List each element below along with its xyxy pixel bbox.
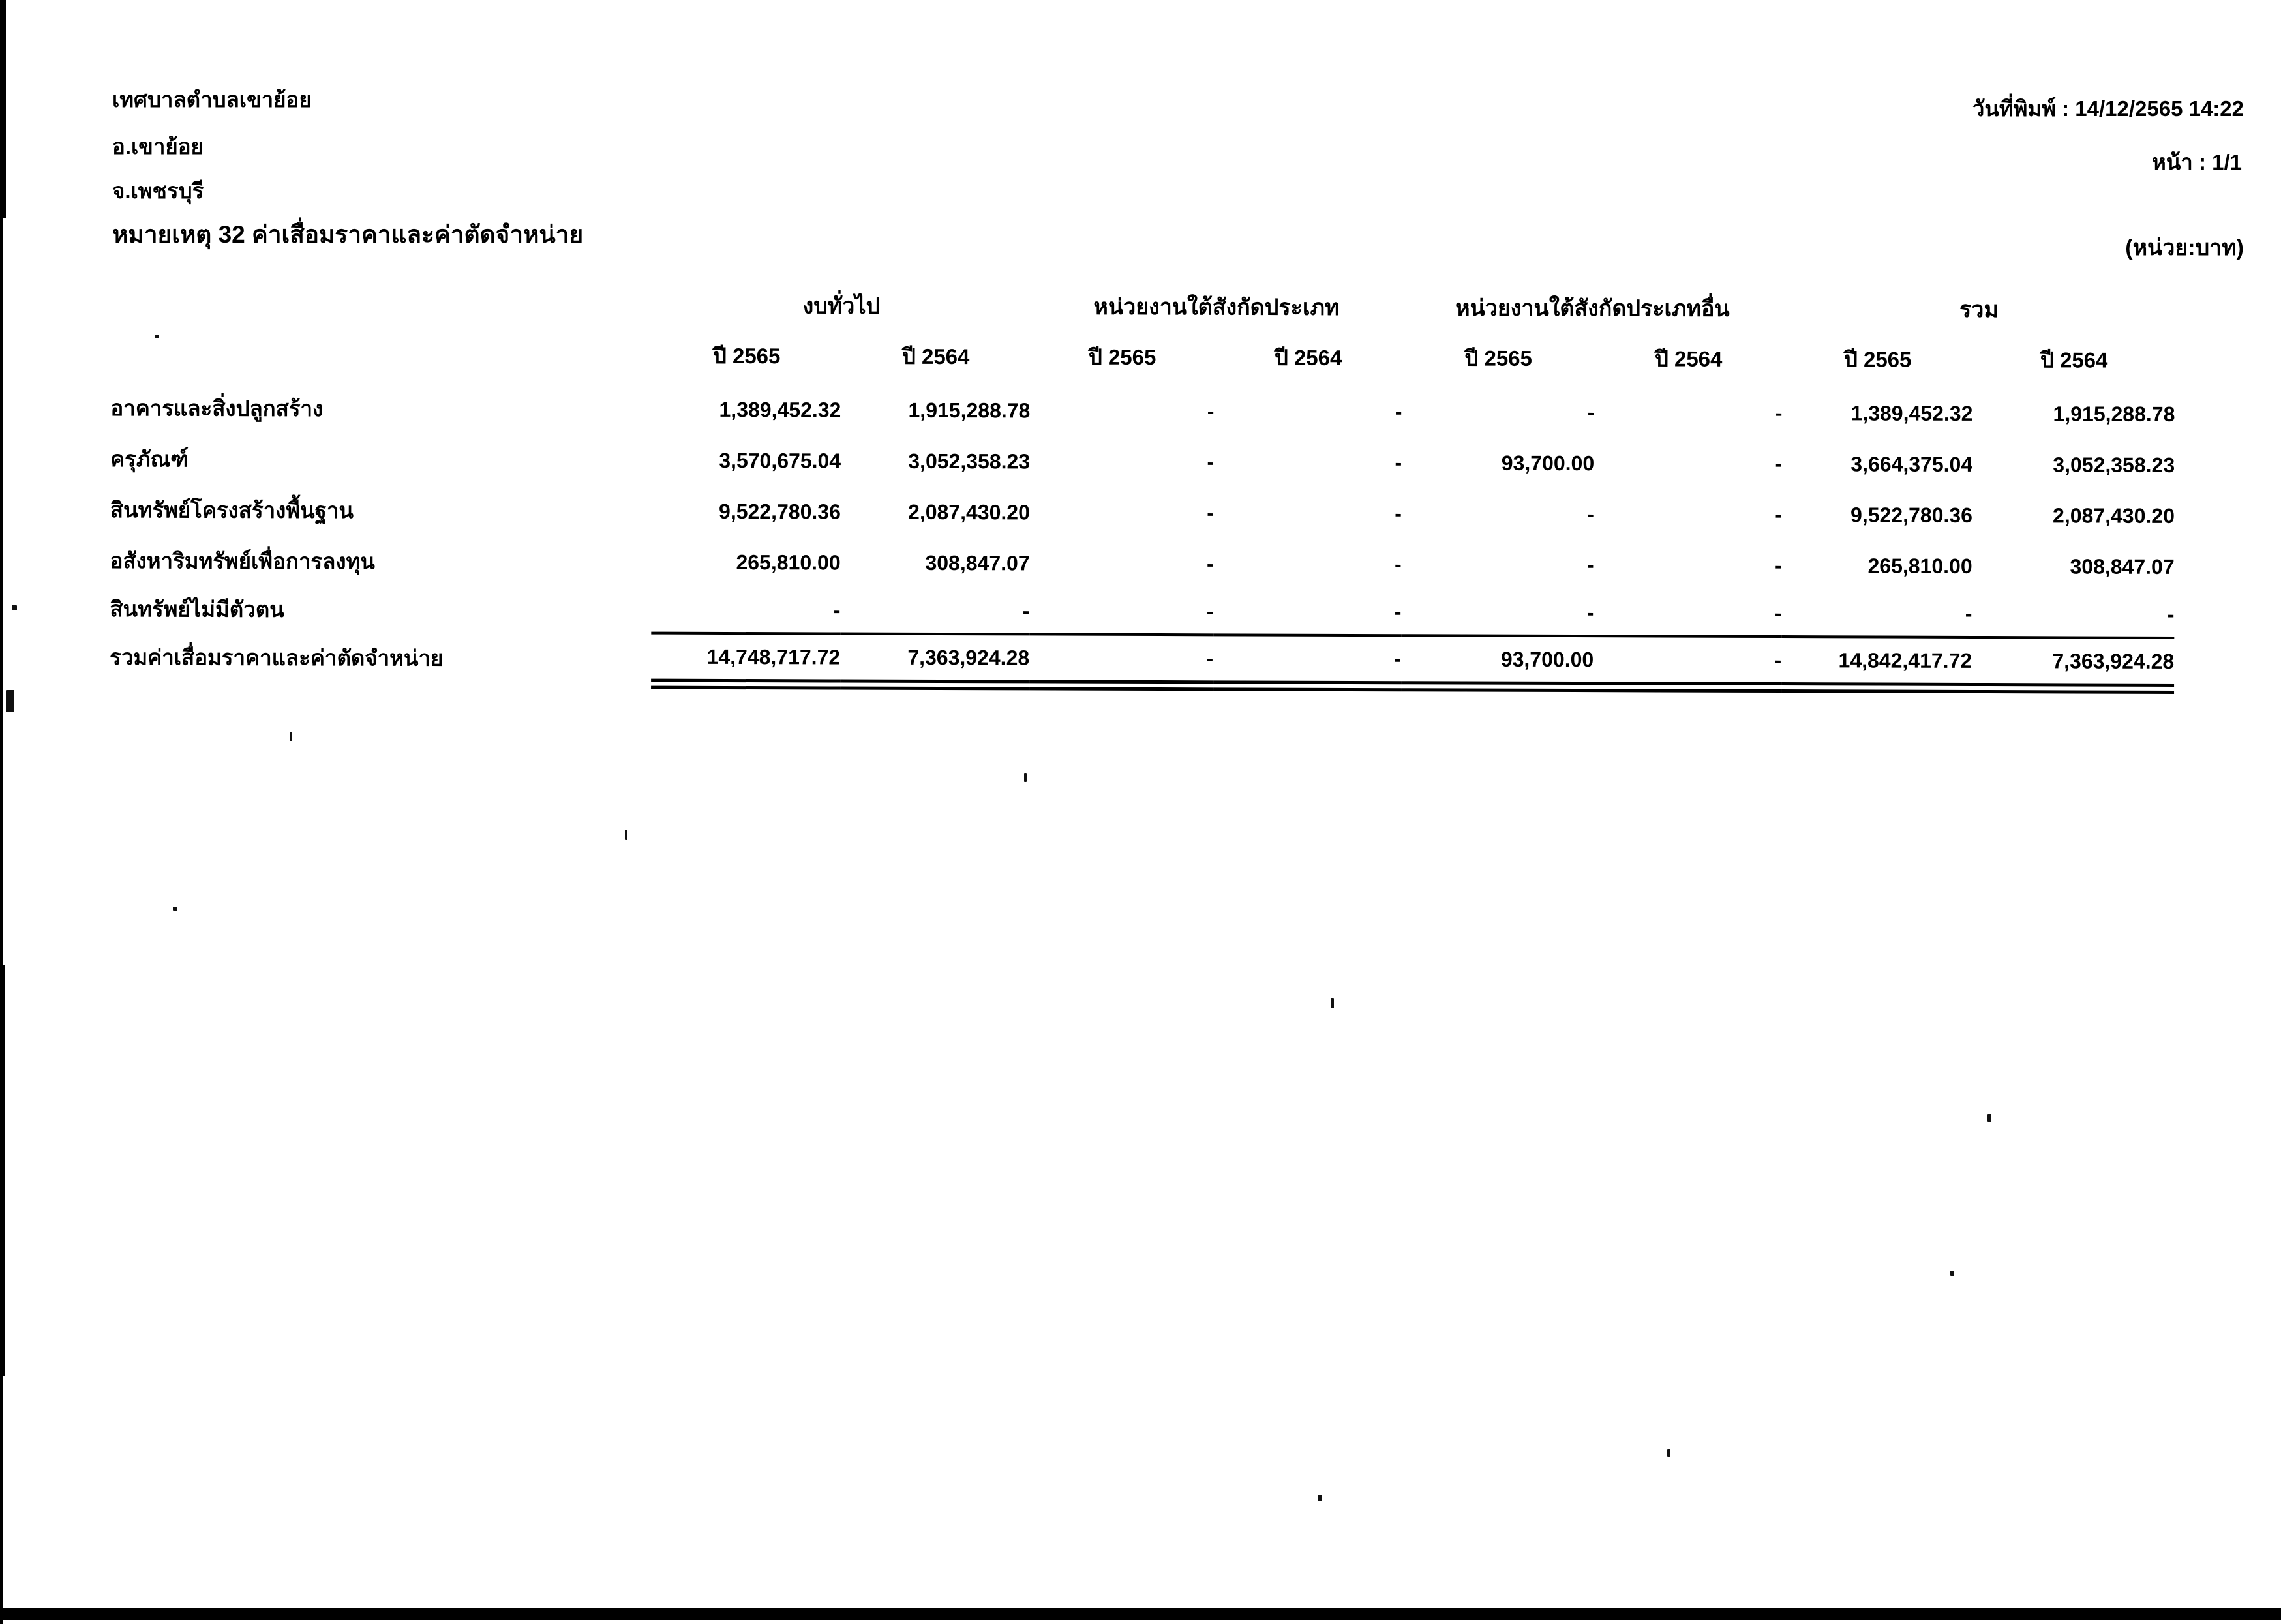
scan-left-edge-bar: [0, 0, 6, 218]
table-row: [110, 586, 2174, 638]
cell-value: 1,915,288.78: [908, 398, 1031, 422]
table-row: [110, 433, 2175, 490]
cell-value: -: [1586, 552, 1594, 577]
unit-label: (หน่วย:บาท): [2125, 235, 2244, 260]
cell-value: 3,052,358.23: [2053, 452, 2175, 477]
scan-speck: [6, 690, 14, 712]
column-group-other-subordinate-unit: หน่วยงานใต้สังกัดประเภทอื่น: [1455, 295, 1730, 322]
cell-value: -: [833, 597, 841, 622]
year-header: ปี 2565: [712, 343, 781, 368]
cell-value: -: [1022, 598, 1030, 622]
total-row: [110, 631, 2174, 689]
cell-value: -: [1774, 553, 1782, 577]
year-header: ปี 2565: [1088, 344, 1156, 369]
scan-speck: [1024, 773, 1027, 782]
column-group-header-row: [111, 282, 2175, 331]
scan-speck: [1987, 1114, 1991, 1122]
scan-speck: [173, 907, 177, 911]
cell-value: -: [2167, 602, 2175, 626]
year-header: ปี 2564: [2040, 347, 2108, 372]
scan-speck: [1667, 1449, 1670, 1457]
cell-value: -: [1775, 400, 1783, 425]
year-header: ปี 2564: [901, 344, 970, 368]
cell-value: -: [1206, 551, 1214, 575]
year-header: ปี 2564: [1654, 346, 1723, 371]
total-cell-value: 7,363,924.28: [840, 634, 1029, 685]
column-group-total: รวม: [1959, 297, 1999, 323]
table-row: [110, 535, 2175, 592]
cell-value: 1,389,452.32: [1850, 400, 1973, 425]
total-cell-value: -: [1029, 634, 1213, 685]
row-label: สินทรัพย์ไม่มีตัวตน: [110, 596, 284, 622]
cell-value: -: [1207, 449, 1215, 474]
scan-left-edge-line: [0, 0, 3, 1624]
scan-speck: [290, 732, 292, 741]
column-group-subordinate-unit: หน่วยงานใต้สังกัดประเภท: [1093, 294, 1340, 320]
cell-value: -: [1394, 599, 1402, 624]
year-header: ปี 2564: [1274, 345, 1342, 370]
scan-left-edge-bar: [0, 965, 5, 1376]
organization-name: เทศบาลตำบลเขาย้อย: [112, 87, 312, 112]
total-cell-value: 7,363,924.28: [1972, 637, 2174, 689]
cell-value: -: [1774, 601, 1782, 625]
scan-speck: [1318, 1495, 1322, 1501]
total-cell-value: -: [1594, 636, 1781, 687]
cell-value: 2,087,430.20: [907, 500, 1030, 524]
cell-value: 9,522,780.36: [719, 499, 841, 524]
cell-value: -: [1775, 502, 1782, 526]
cell-value: -: [1207, 398, 1215, 423]
year-header: ปี 2565: [1843, 346, 1912, 372]
cell-value: -: [1395, 450, 1402, 474]
cell-value: -: [1775, 451, 1783, 475]
scan-bottom-edge-bar: [0, 1608, 2281, 1620]
empty-corner-cell: [111, 282, 652, 327]
cell-value: 2,087,430.20: [2053, 503, 2175, 528]
year-header-row: [111, 325, 2175, 389]
row-label: สินทรัพย์โครงสร้างพื้นฐาน: [110, 497, 354, 522]
cell-value: -: [1587, 502, 1594, 526]
total-cell-value: -: [1213, 635, 1401, 686]
cell-value: 93,700.00: [1501, 451, 1595, 475]
cell-value: -: [1207, 500, 1214, 524]
print-date: วันที่พิมพ์ : 14/12/2565 14:22: [1972, 97, 2244, 121]
district-name: อ.เขาย้อย: [112, 134, 204, 158]
scan-speck: [625, 830, 627, 840]
cell-value: 308,847.07: [2070, 554, 2175, 579]
year-header: ปี 2565: [1464, 346, 1532, 370]
row-label: ครุภัณฑ์: [110, 446, 189, 471]
empty-corner-cell: [111, 325, 652, 384]
total-row-label: รวมค่าเสื่อมราคาและค่าตัดจำหน่าย: [110, 644, 444, 670]
table-row: [110, 382, 2175, 440]
cell-value: -: [1965, 601, 1972, 625]
scan-speck: [1331, 998, 1334, 1008]
cell-value: 265,810.00: [1867, 553, 1972, 578]
cell-value: 308,847.07: [925, 550, 1030, 575]
scan-speck: [1950, 1271, 1954, 1276]
row-label: อาคารและสิ่งปลูกสร้าง: [110, 395, 324, 421]
depreciation-table: [110, 282, 2175, 694]
page-number: หน้า : 1/1: [2151, 150, 2242, 174]
cell-value: -: [1395, 501, 1402, 525]
total-cell-value: 93,700.00: [1401, 635, 1594, 687]
cell-value: 9,522,780.36: [1850, 502, 1972, 527]
cell-value: -: [1394, 552, 1402, 576]
province-name: จ.เพชรบุรี: [112, 179, 204, 203]
cell-value: -: [1206, 599, 1214, 623]
total-cell-value: 14,748,717.72: [651, 633, 840, 685]
cell-value: 3,570,675.04: [719, 448, 841, 473]
cell-value: -: [1587, 400, 1595, 424]
scan-speck: [12, 605, 17, 610]
cell-value: 265,810.00: [736, 550, 841, 575]
total-cell-value: 14,842,417.72: [1781, 637, 1972, 688]
row-label: อสังหาริมทรัพย์เพื่อการลงทุน: [110, 548, 375, 573]
column-group-general-budget: งบทั่วไป: [802, 293, 881, 319]
note-title: หมายเหตุ 32 ค่าเสื่อมราคาและค่าตัดจำหน่าย: [112, 221, 584, 248]
cell-value: -: [1395, 399, 1402, 423]
cell-value: -: [1586, 600, 1594, 624]
table-row: [110, 484, 2175, 541]
cell-value: 3,664,375.04: [1850, 451, 1973, 476]
cell-value: 3,052,358.23: [908, 449, 1031, 473]
cell-value: 1,915,288.78: [2053, 401, 2175, 426]
cell-value: 1,389,452.32: [719, 397, 841, 422]
